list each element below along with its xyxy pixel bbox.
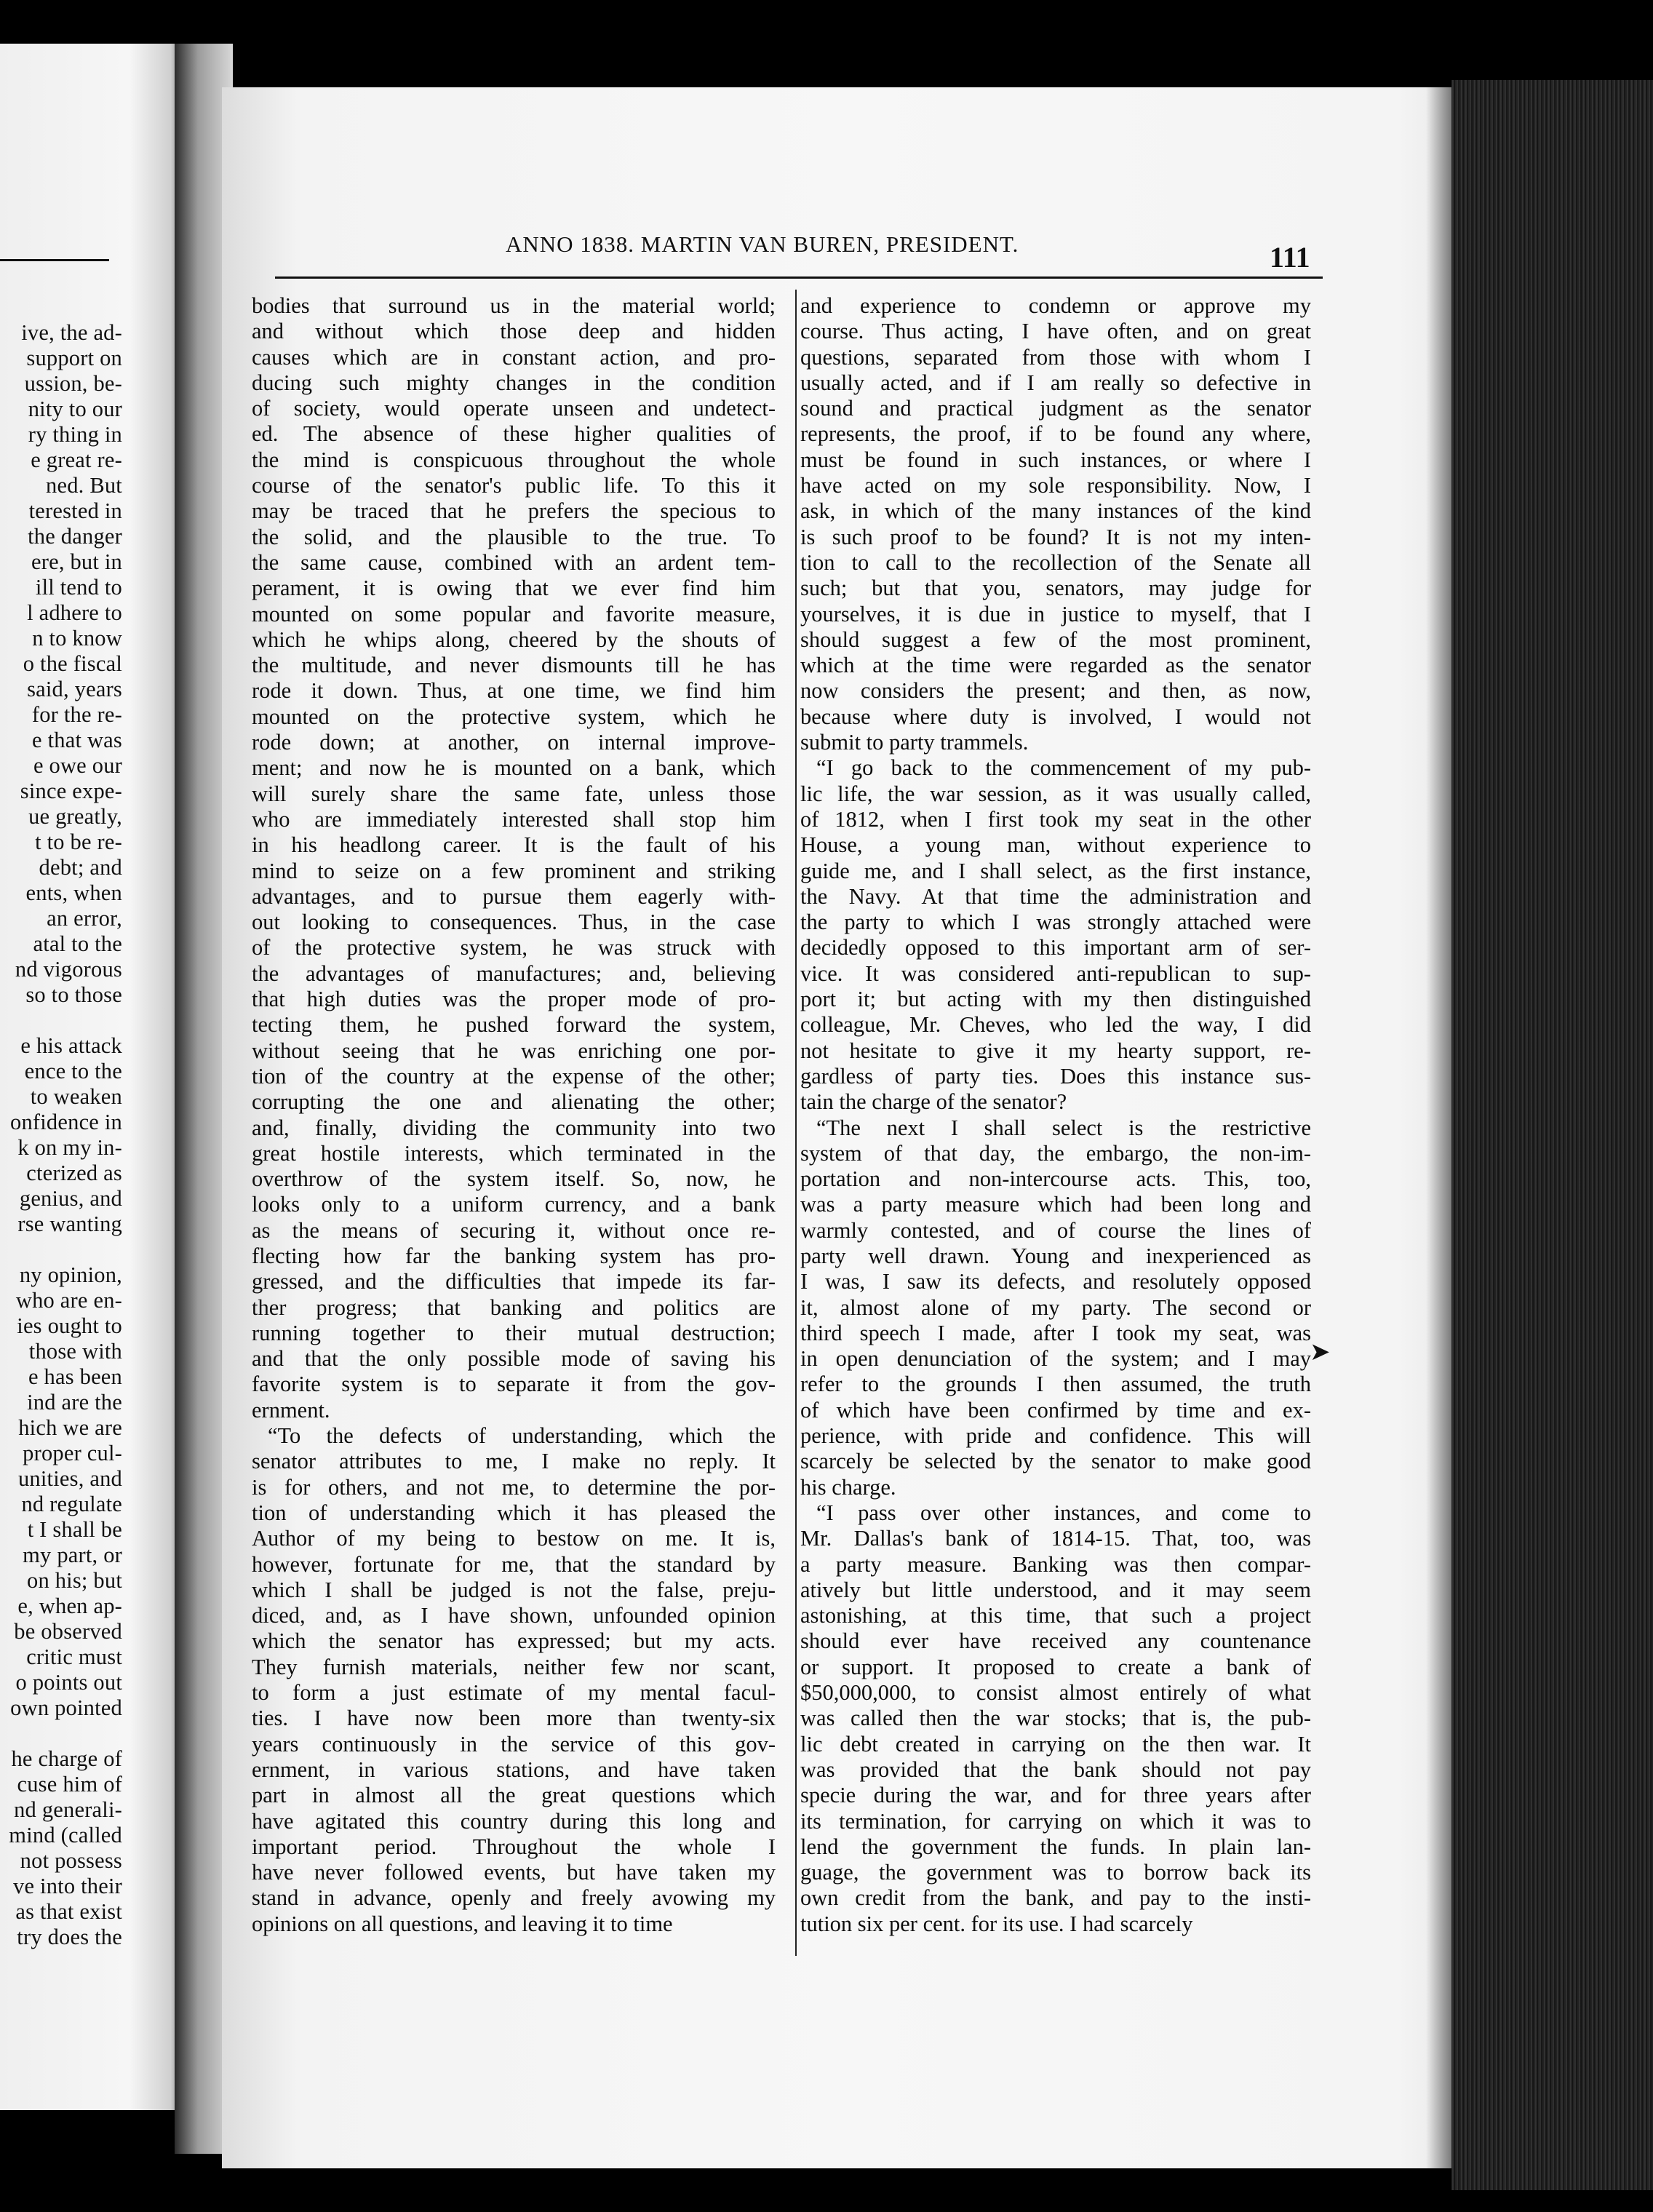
text-line: is such proof to be found? It is not my inten- [800, 524, 1311, 549]
text-line: which the senator has expressed; but my acts. [252, 1628, 776, 1654]
text-line: support on [26, 346, 122, 370]
text-line: system of that day, the embargo, the non-im- [800, 1140, 1311, 1166]
text-line: portation and non-intercourse acts. This, too, [800, 1166, 1311, 1192]
text-line: an error, [47, 906, 122, 931]
text-line: atively but little understood, and it may seem [800, 1577, 1311, 1602]
text-line: own credit from the bank, and pay to the insti- [800, 1885, 1311, 1911]
text-line: scarcely be selected by the senator to make good [800, 1449, 1311, 1474]
text-line: cuse him of [17, 1772, 122, 1797]
text-line: “I go back to the commencement of my pub- [816, 755, 1311, 781]
text-line: k on my in- [17, 1135, 122, 1160]
text-line: e, when ap- [17, 1594, 122, 1618]
text-line: “The next I shall select is the restrictive [816, 1115, 1311, 1140]
text-line: sound and practical judgment as the senator [800, 396, 1311, 421]
text-line: ve into their [13, 1874, 122, 1898]
text-line: ny opinion, [19, 1262, 122, 1287]
text-line: of 1812, when I first took my seat in the other [800, 806, 1311, 832]
text-line: ue greatly, [28, 804, 122, 829]
text-line: mounted on some popular and favorite measure, [252, 601, 776, 626]
text-line: as that exist [15, 1899, 122, 1924]
text-line: corrupting the one and alienating the other; [252, 1089, 776, 1115]
text-line: ind are the [27, 1390, 122, 1415]
text-line: may be traced that he prefers the specious to [252, 498, 776, 524]
text-line: o the fiscal [23, 651, 122, 676]
text-line: t I shall be [27, 1517, 122, 1542]
text-line: he charge of [11, 1746, 122, 1771]
text-line: astonishing, at this time, that such a project [800, 1603, 1311, 1628]
text-line: ies ought to [17, 1313, 122, 1338]
text-line: colleague, Mr. Cheves, who led the way, I did [800, 1012, 1311, 1038]
text-line: said, years [27, 677, 122, 701]
text-line: rode it down. Thus, at one time, we find him [252, 678, 776, 704]
text-line: which he whips along, cheered by the shouts of [252, 626, 776, 652]
text-line: nd vigorous [15, 957, 122, 982]
text-line: e has been [28, 1364, 122, 1389]
text-line: ernment, in various stations, and have taken [252, 1757, 776, 1782]
text-line: lend the government the funds. In plain lan- [800, 1834, 1311, 1859]
text-line: opinions on all questions, and leaving it to time [252, 1911, 673, 1936]
text-line: l adhere to [27, 600, 122, 625]
text-line: advantages, and to pursue them eagerly with- [252, 883, 776, 909]
text-line: so to those [25, 982, 122, 1007]
facing-page-header-rule [0, 259, 109, 261]
text-line: rode down; at another, on internal improve- [252, 730, 776, 755]
text-line: port it; but acting with my then distinguished [800, 987, 1311, 1012]
text-line: of the protective system, he was struck with [252, 935, 776, 960]
text-line: have acted on my sole responsibility. Now, I [800, 473, 1311, 498]
margin-pointer-mark: ➤ [1310, 1339, 1331, 1366]
text-line: who are en- [15, 1288, 122, 1313]
text-line: favorite system is to separate it from the gov- [252, 1372, 776, 1397]
text-line: lic life, the war session, as it was usually called, [800, 781, 1311, 806]
text-line: rse wanting [17, 1212, 122, 1236]
text-line: which I shall be judged is not the false, preju- [252, 1577, 776, 1602]
text-line: course. Thus acting, I have often, and on great [800, 319, 1311, 344]
text-line: is for others, and not me, to determine the por- [252, 1474, 776, 1500]
text-line: represents, the proof, if to be found any where, [800, 421, 1311, 447]
text-line: senator attributes to me, I make no reply. It [252, 1449, 776, 1474]
text-line: bodies that surround us in the material world; [252, 293, 776, 318]
text-line: as the means of securing it, without once re- [252, 1217, 776, 1243]
text-line: ducing such mighty changes in the condition [252, 370, 776, 395]
text-line: proper cul- [23, 1441, 122, 1465]
text-line: important period. Throughout the whole I [252, 1834, 776, 1859]
text-line: should ever have received any countenance [800, 1628, 1311, 1654]
text-line: usually acted, and if I am really so defective in [800, 370, 1311, 395]
text-line: ence to the [24, 1059, 122, 1083]
text-line: nd regulate [21, 1492, 122, 1516]
text-line: was provided that the bank should not pay [800, 1757, 1311, 1782]
text-line: its termination, for carrying on which it was to [800, 1808, 1311, 1834]
text-line: party well drawn. Young and inexperienced as [800, 1243, 1311, 1268]
text-line: terested in [28, 498, 122, 523]
text-line: “I pass over other instances, and come to [816, 1500, 1311, 1525]
text-line: gardless of party ties. Does this instance sus- [800, 1063, 1311, 1089]
text-line: ask, in which of the many instances of the kind [800, 498, 1311, 524]
text-line: e his attack [20, 1033, 122, 1058]
text-line: specie during the war, and for three years after [800, 1783, 1311, 1808]
text-column-left [252, 293, 776, 1937]
text-line: of society, would operate unseen and undetect- [252, 396, 776, 421]
paragraph-gap [0, 1237, 122, 1262]
text-line: course of the senator's public life. To this it [252, 473, 776, 498]
text-line: flecting how far the banking system has pro- [252, 1243, 776, 1268]
text-line: without seeing that he was enriching one por- [252, 1038, 776, 1063]
text-line: tion of understanding which it has pleased the [252, 1500, 776, 1525]
text-line: yourselves, it is due in justice to myself, that I [800, 601, 1311, 626]
text-line: ment; and now he is mounted on a bank, which [252, 755, 776, 781]
text-line: those with [28, 1339, 122, 1364]
text-line: the danger [28, 524, 122, 549]
text-line: I was, I saw its defects, and resolutely opposed [800, 1269, 1311, 1294]
text-line: part in almost all the great questions which [252, 1783, 776, 1808]
text-line: looks only to a uniform currency, and a bank [252, 1192, 776, 1217]
text-line: $50,000,000, to consist almost entirely of what [800, 1680, 1311, 1706]
facing-page-fragment [0, 44, 186, 2110]
paragraph-gap [0, 1008, 122, 1033]
text-line: hich we are [18, 1415, 122, 1440]
text-line: ry thing in [28, 422, 122, 447]
text-line: atal to the [33, 931, 122, 956]
text-line: guage, the government was to borrow back its [800, 1860, 1311, 1885]
text-line: mounted on the protective system, which he [252, 704, 776, 729]
text-line: the advantages of manufactures; and, believing [252, 960, 776, 986]
text-line: e that was [32, 728, 122, 752]
text-line: a party measure. Banking was then compar- [800, 1551, 1311, 1577]
text-line: gressed, and the difficulties that impede its far- [252, 1269, 776, 1294]
text-line: unities, and [17, 1466, 122, 1491]
text-line: to weaken [30, 1084, 122, 1109]
text-line: was a party measure which had been long and [800, 1192, 1311, 1217]
text-line: the same cause, combined with an ardent tem- [252, 549, 776, 575]
text-line: should suggest a few of the most prominent, [800, 626, 1311, 652]
text-line: out looking to consequences. Thus, in the case [252, 910, 776, 935]
text-line: try does the [17, 1925, 122, 1949]
text-line: and experience to condemn or approve my [800, 293, 1311, 318]
text-line: vice. It was considered anti-republican to sup- [800, 960, 1311, 986]
text-line: in his headlong career. It is the fault of his [252, 832, 776, 858]
text-line: the solid, and the plausible to the true. To [252, 524, 776, 549]
text-line: genius, and [19, 1186, 122, 1211]
text-line: ents, when [25, 880, 122, 905]
text-line: and that the only possible mode of saving his [252, 1346, 776, 1372]
text-line: running together to their mutual destruction; [252, 1320, 776, 1345]
text-line: ive, the ad- [21, 320, 122, 345]
text-line: mind (called [9, 1823, 122, 1847]
text-line: n to know [32, 626, 122, 651]
text-line: tion to call to the recollection of the Senate all [800, 549, 1311, 575]
text-line: of which have been confirmed by time and ex- [800, 1397, 1311, 1423]
text-line: that high duties was the proper mode of pro- [252, 987, 776, 1012]
text-line: nity to our [28, 397, 122, 421]
text-line: ill tend to [35, 575, 122, 600]
text-line: and without which those deep and hidden [252, 319, 776, 344]
text-line: guide me, and I shall select, as the first instance, [800, 858, 1311, 883]
text-line: lic debt created in carrying on the then war. It [800, 1731, 1311, 1757]
column-divider [795, 290, 797, 1956]
text-line: his charge. [800, 1474, 896, 1500]
text-line: causes which are in constant action, and pro- [252, 344, 776, 370]
text-line: since expe- [20, 779, 122, 803]
text-line: cterized as [26, 1161, 122, 1185]
running-header: ANNO 1838. MARTIN VAN BUREN, PRESIDENT. [506, 231, 1019, 257]
text-line: ned. But [46, 473, 122, 498]
text-line: nd generali- [14, 1797, 122, 1822]
text-line: onfidence in [10, 1110, 122, 1134]
text-line: for the re- [31, 702, 122, 727]
book-page-edges [1451, 80, 1653, 2190]
text-line: stand in advance, openly and freely avowing my [252, 1885, 776, 1911]
text-line: tution six per cent. for its use. I had scarcely [800, 1911, 1193, 1936]
text-line: ussion, be- [24, 371, 122, 396]
text-line: ernment. [252, 1397, 330, 1423]
text-line: now considers the present; and then, as now, [800, 678, 1311, 704]
text-line: own pointed [10, 1695, 122, 1720]
text-line: House, a young man, without experience to [800, 832, 1311, 858]
text-line: years continuously in the service of this gov- [252, 1731, 776, 1757]
text-line: be observed [14, 1619, 122, 1644]
text-line: the mind is conspicuous throughout the whole [252, 447, 776, 472]
text-line: have never followed events, but have taken my [252, 1860, 776, 1885]
text-line: who are immediately interested shall stop him [252, 806, 776, 832]
text-line: e owe our [33, 753, 122, 778]
text-line: warmly contested, and of course the lines of [800, 1217, 1311, 1243]
text-line: debt; and [39, 855, 122, 880]
text-line: ed. The absence of these higher qualities of [252, 421, 776, 447]
text-line: mind to seize on a few prominent and striking [252, 858, 776, 883]
text-line: was called then the war stocks; that is, the pub- [800, 1706, 1311, 1731]
text-line: or support. It proposed to create a bank of [800, 1654, 1311, 1679]
text-line: such; but that you, senators, may judge for [800, 576, 1311, 601]
page-number: 111 [1270, 241, 1310, 274]
text-line: overthrow of the system itself. So, now, he [252, 1166, 776, 1192]
text-line: ere, but in [31, 549, 122, 574]
text-line: perament, it is owing that we ever find him [252, 576, 776, 601]
text-line: to form a just estimate of my mental facul- [252, 1680, 776, 1706]
text-line: great hostile interests, which terminated in the [252, 1140, 776, 1166]
text-line: will surely share the same fate, unless those [252, 781, 776, 806]
text-line: tion of the country at the expense of the other; [252, 1063, 776, 1089]
text-line: e great re- [31, 447, 122, 472]
text-line: the party to which I was strongly attached were [800, 910, 1311, 935]
text-line: critic must [26, 1644, 122, 1669]
text-line: tain the charge of the senator? [800, 1089, 1067, 1115]
text-line: diced, and, as I have shown, unfounded opinion [252, 1603, 776, 1628]
text-line: not hesitate to give it my hearty support, re- [800, 1038, 1311, 1063]
facing-page-text [0, 320, 122, 1950]
text-line: however, fortunate for me, that the standard by [252, 1551, 776, 1577]
text-line: must be found in such instances, or where I [800, 447, 1311, 472]
text-line: it, almost alone of my party. The second or [800, 1294, 1311, 1320]
text-line: on his; but [27, 1568, 122, 1593]
text-line: ties. I have now been more than twenty-six [252, 1706, 776, 1731]
text-line: which at the time were regarded as the senator [800, 653, 1311, 678]
text-line: perience, with pride and confidence. This will [800, 1423, 1311, 1449]
text-line: They furnish materials, neither few nor scant, [252, 1654, 776, 1679]
text-line: the Navy. At that time the administration and [800, 883, 1311, 909]
text-line: and, finally, dividing the community into two [252, 1115, 776, 1140]
text-line: have agitated this country during this long and [252, 1808, 776, 1834]
text-line: o points out [15, 1670, 122, 1695]
text-line: Mr. Dallas's bank of 1814-15. That, too, was [800, 1526, 1311, 1551]
text-column-right [800, 293, 1311, 1937]
text-line: third speech I made, after I took my seat, was [800, 1320, 1311, 1345]
text-line: decidedly opposed to this important arm of ser- [800, 935, 1311, 960]
text-line: because where duty is involved, I would not [800, 704, 1311, 729]
text-line: Author of my being to bestow on me. It is, [252, 1526, 776, 1551]
text-line: t to be re- [35, 830, 122, 854]
text-line: submit to party trammels. [800, 730, 1029, 755]
text-line: refer to the grounds I then assumed, the truth [800, 1372, 1311, 1397]
text-line: ther progress; that banking and politics are [252, 1294, 776, 1320]
text-line: my part, or [23, 1543, 122, 1567]
text-line: in open denunciation of the system; and I may [800, 1346, 1311, 1372]
header-rule [275, 276, 1323, 279]
text-line: tecting them, he pushed forward the system, [252, 1012, 776, 1038]
text-line: not possess [20, 1848, 122, 1873]
text-line: questions, separated from those with whom I [800, 344, 1311, 370]
paragraph-gap [0, 1721, 122, 1746]
text-line: the multitude, and never dismounts till he has [252, 653, 776, 678]
text-line: “To the defects of understanding, which the [268, 1423, 776, 1449]
